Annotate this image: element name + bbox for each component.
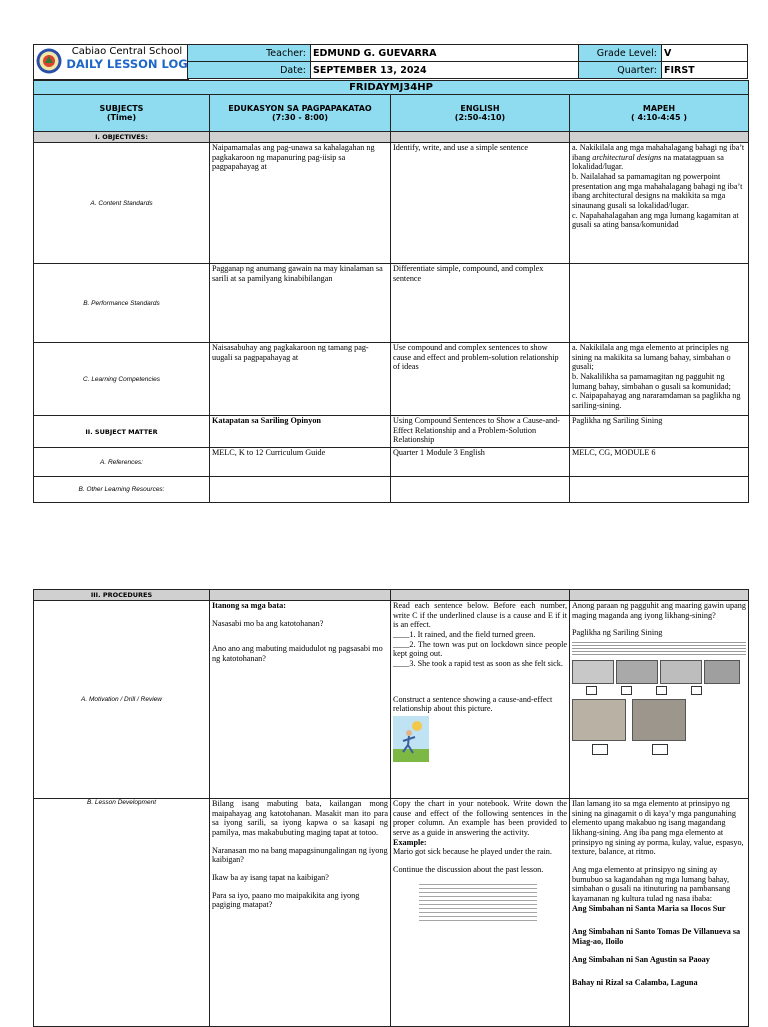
lesson-esp-q3: Para sa iyo, paano mo maipakikita ang iyong pagiging matapat? [212, 890, 360, 910]
lesson-esp-q2: Ikaw ba ay isang tapat na kaibigan? [212, 873, 329, 883]
lesson-english-example-label: Example: [393, 837, 427, 847]
motivation-esp [210, 601, 391, 799]
performance-standards-label: B. Performance Standards [34, 264, 210, 343]
performance-standards-esp: Pagganap ng anumang gawain na may kinalaman sa sarili at sa pamilyang kinabibilangan [210, 264, 391, 343]
grade-label: Grade Level: [579, 45, 662, 62]
col-esp [210, 95, 391, 132]
motivation-esp-q2: Ano ano ang mabuting maidudulot ng pagsasabi mo ng katotohanan? [212, 644, 383, 664]
learning-competencies-label: C. Learning Competencies [34, 343, 210, 416]
boy-running-picture [393, 716, 429, 762]
col-subjects-name: SUBJECTS [99, 103, 144, 113]
content-standards-esp: Naipamamalas ang pag-unawa sa kahalagahan ng pagkakaroon ng mapanuring pag-iisip sa pagpapahayag at [210, 143, 391, 264]
building-thumbnails-row-1 [572, 660, 746, 684]
church-image-2 [616, 660, 658, 684]
content-standards-english: Identify, write, and use a simple sentence [391, 143, 570, 264]
col-subjects-time: (Time) [106, 113, 137, 122]
motivation-english-item-3: ____3. She took a rapid test as soon as she felt sick. [393, 659, 563, 669]
other-resources-esp [210, 477, 391, 503]
content-mapeh-c: c. Napahahalagahan ang mga lumang kagamitan at gusali sa ating bansa/komunidad [572, 210, 739, 230]
lesson-mapeh-list-4: Bahay ni Rizal sa Calamba, Laguna [572, 978, 698, 988]
motivation-mapeh [570, 601, 749, 799]
objectives-table [33, 80, 749, 503]
content-mapeh-a2: na matatagpuan sa lokalidad/lugar. [572, 152, 724, 172]
col-mapeh-time: ( 4:10-4:45 ) [631, 113, 687, 122]
quarter-value: FIRST [662, 62, 748, 79]
doc-title: DAILY LESSON LOG [66, 57, 188, 71]
learning-competencies-english: Use compound and complex sentences to show cause and effect and problem-solution relationship of ideas [391, 343, 570, 416]
answer-box[interactable] [592, 744, 608, 755]
lesson-mapeh-list-1: Ang Simbahan ni Santa Maria sa Ilocos Sur [572, 903, 726, 913]
col-mapeh [570, 95, 749, 132]
references-english: Quarter 1 Module 3 English [391, 448, 570, 477]
church-image-1 [572, 660, 614, 684]
lesson-english-continue: Continue the discussion about the past lesson. [393, 865, 544, 875]
lesson-mapeh-list-3: Ang Simbahan ni San Agustin sa Paoay [572, 954, 710, 964]
references-label: A. References: [34, 448, 210, 477]
lesson-development-english [391, 799, 570, 1027]
answer-box[interactable] [586, 686, 597, 695]
school-cell [33, 44, 189, 80]
motivation-label: A. Motivation / Drill / Review [34, 601, 210, 799]
lesson-development-mapeh [570, 799, 749, 1027]
procedures-heading: III. PROCEDURES [34, 590, 210, 601]
references-mapeh: MELC, CG, MODULE 6 [570, 448, 749, 477]
motivation-english-construct: Construct a sentence showing a cause-and-effect relationship about this picture. [393, 694, 553, 714]
subject-matter-esp: Katapatan sa Sariling Opinyon [210, 416, 391, 448]
church-image-3 [660, 660, 702, 684]
col-english-name: ENGLISH [460, 103, 500, 113]
quarter-label: Quarter: [579, 62, 662, 79]
teacher-value: EDMUND G. GUEVARRA [311, 45, 579, 62]
school-seal-icon [36, 48, 62, 74]
mapeh-worksheet-text [572, 640, 746, 656]
old-building-image-2 [632, 699, 686, 741]
competency-mapeh-c: c. Naipapahayag ang nararamdaman sa paglikha ng sariling-sining. [572, 391, 741, 411]
col-english [391, 95, 570, 132]
motivation-mapeh-title: Paglikha ng Sariling Sining [572, 628, 663, 638]
motivation-english [391, 601, 570, 799]
lesson-english-example: Mario got sick because he played under the rain. [393, 847, 552, 857]
motivation-english-item-2: ____2. The town was put on lockdown since people kept going out. [393, 639, 567, 659]
lesson-development-label: B. Lesson Development [34, 799, 210, 1027]
motivation-esp-title: Itanong sa mga bata: [212, 601, 286, 610]
teacher-label: Teacher: [188, 45, 311, 62]
answer-box[interactable] [621, 686, 632, 695]
lesson-esp-p1: Bilang isang mabuting bata, kailangan mong maipahayag ang katotohanan. Masakit man ito para sa iyong sarili, sa iyong kapwa o sa kasapi ng pamilya, mas makabubuting maging tapat at totoo. [212, 799, 388, 838]
col-subjects [34, 95, 210, 132]
answer-box[interactable] [652, 744, 668, 755]
learning-competencies-esp: Naisasabuhay ang pagkakaroon ng tamang pag-uugali sa pagpapahayag at [210, 343, 391, 416]
answer-box[interactable] [656, 686, 667, 695]
lesson-mapeh-list-2: Ang Simbahan ni Santo Tomas De Villanueva sa Miag-ao, Iloilo [572, 927, 741, 947]
subject-matter-label: II. SUBJECT MATTER [34, 416, 210, 448]
header-info-table [187, 44, 748, 79]
content-mapeh-a1: a. Nakikilala ang mga mahahalagang bahagi ng iba’t ibang [572, 143, 745, 162]
competency-mapeh-b: b. Nakalilikha sa pamamagitan ng pagguhit ng lumang bahay, simbahan o gusali sa komunidad; [572, 372, 731, 391]
content-mapeh-b: b. Nailalahad sa pamamagitan ng powerpoint presentation ang mga mahahalagang bahagi ng iba’t ibang architectural designs na makikita sa mga sinaunang gusali sa lokalidad/lugar. [572, 172, 743, 211]
references-esp: MELC, K to 12 Curriculum Guide [210, 448, 391, 477]
date-value: SEPTEMBER 13, 2024 [311, 62, 579, 79]
subject-matter-mapeh: Paglikha ng Sariling Sining [570, 416, 749, 448]
answer-boxes-row-2 [572, 744, 746, 755]
lesson-mapeh-p2: Ang mga elemento at prinsipyo ng sining ay bumubuo sa kagandahan ng mga lumang bahay, simbahan o gusali na itinuturing na pambansang kayamanan ng kultura tulad ng nasa ibaba: [572, 865, 731, 904]
col-esp-name: EDUKASYON SA PAGPAPAKATAO [228, 103, 372, 113]
col-esp-time: (7:30 - 8:00) [272, 113, 328, 122]
procedures-table [33, 589, 749, 1027]
content-standards-mapeh [570, 143, 749, 264]
lesson-english-p1: Copy the chart in your notebook. Write down the cause and effect of the following sentences in the proper column. An example has been provided to serve as a guide in answering the activity. [393, 799, 567, 838]
church-image-4 [704, 660, 740, 684]
col-mapeh-name: MAPEH [642, 103, 676, 113]
performance-standards-mapeh [570, 264, 749, 343]
section-title: FRIDAYMJ34HP [34, 81, 749, 95]
objectives-heading: I. OBJECTIVES: [34, 132, 210, 143]
grade-value: V [662, 45, 748, 62]
other-resources-english [391, 477, 570, 503]
lesson-development-esp [210, 799, 391, 1027]
answer-box[interactable] [691, 686, 702, 695]
competency-mapeh-a: a. Nakikilala ang mga elemento at principles ng sining na makikita sa lumang bahay, simbahan o gusali; [572, 343, 731, 372]
content-mapeh-a-italic: architectural designs [592, 152, 662, 162]
past-lesson-snippet-image [419, 881, 537, 921]
col-english-time: (2:50-4:10) [454, 113, 506, 122]
motivation-mapeh-q: Anong paraan ng pagguhit ang maaring gawin upang maging maganda ang iyong likhang-sining? [572, 601, 746, 620]
learning-competencies-mapeh [570, 343, 749, 416]
content-standards-label: A. Content Standards [34, 143, 210, 264]
date-label: Date: [188, 62, 311, 79]
motivation-english-intro: Read each sentence below. Before each number, write C if the underlined clause is a cause and E if it is an effect. [393, 601, 567, 630]
motivation-esp-q1: Nasasabi mo ba ang katotohanan? [212, 618, 324, 628]
motivation-english-item-1: ____1. It rained, and the field turned green. [393, 630, 536, 640]
building-thumbnails-row-2 [572, 699, 746, 741]
other-resources-mapeh [570, 477, 749, 503]
school-name: Cabiao Central School [71, 46, 183, 57]
old-building-image-1 [572, 699, 626, 741]
lesson-esp-q1: Naranasan mo na bang mapagsinungalingan ng iyong kaibigan? [212, 845, 388, 865]
performance-standards-english: Differentiate simple, compound, and complex sentence [391, 264, 570, 343]
header-block [33, 44, 748, 80]
lesson-mapeh-p1: Ilan lamang ito sa mga elemento at prinsipyo ng sining na ginagamit o di kaya’y mga pangunahing elemento upang makabuo ng isang magandang likhang-sining. Ang iba pang mga elemento at prinsipyo ng sining ay porma, kulay, value, espasyo, texture, balance, at ritmo. [572, 799, 744, 857]
answer-boxes-row-1 [572, 686, 746, 695]
other-resources-label: B. Other Learning Resources: [34, 477, 210, 503]
subject-matter-english: Using Compound Sentences to Show a Cause-and-Effect Relationship and a Problem-Solution Relationship [391, 416, 570, 448]
